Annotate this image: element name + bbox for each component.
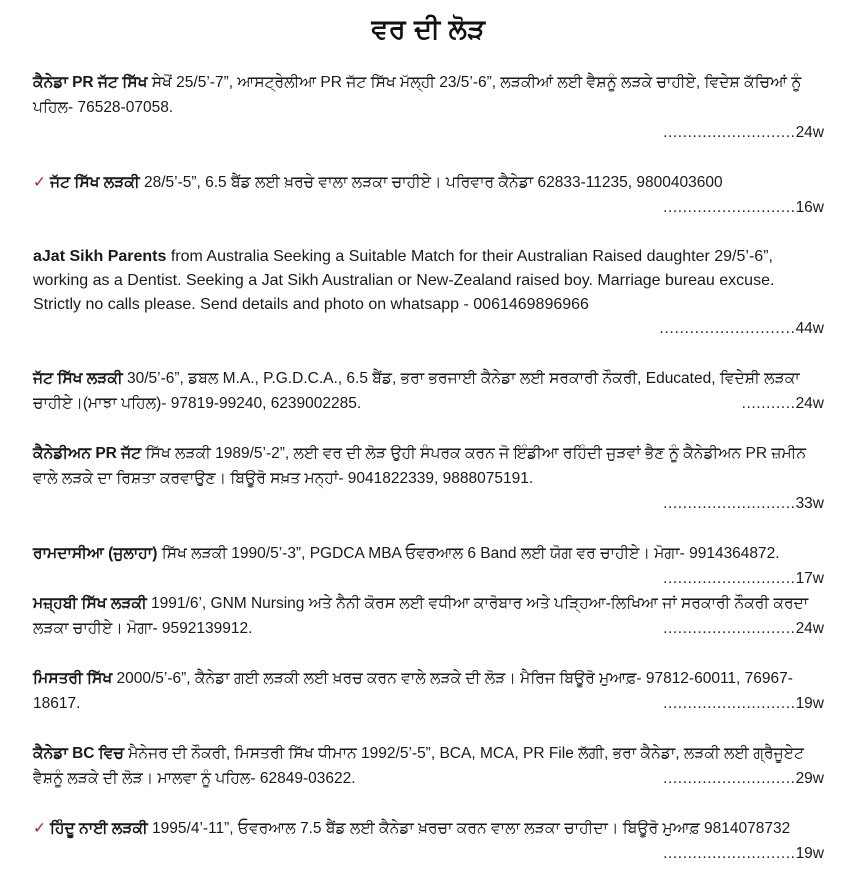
ad-item [33,741,824,791]
ad-dots: ........... [741,395,796,412]
ad-heading: ਰਾਮਦਾਸੀਆ (ਜੁਲਾਹਾ) [33,545,158,562]
ad-heading: ਮਿਸਤਰੀ ਸਿੱਖ [33,670,113,687]
ad-code-line [33,120,824,145]
ad-code-line [33,195,824,220]
ad-code-line [663,691,824,716]
ad-dots: ........................... [663,845,796,862]
checkmark-icon: ✓ [33,174,46,191]
ad-heading: ਜੱਟ ਸਿੱਖ ਲੜਕੀ [33,370,123,387]
ad-code: 44w [795,320,824,337]
ad-text: ਸਿੱਖ ਲੜਕੀ 1989/5’-2”, ਲਈ ਵਰ ਦੀ ਲੋੜ ਉਹੀ ਸੰਪਰਕ ਕਰਨ ਜੋ ਇੰਡੀਆ ਰਹਿੰਦੀ ਜੁੜਵਾਂ ਭੈਣ ਨੂੰ ਕੈਨੇਡੀਅਨ PR ਜ਼ਮੀਨ ਵਾਲੇ ਲੜਕੇ ਦਾ ਰਿਸ਼ਤਾ ਕਰਵਾਉਣ। ਬਿਊਰੋ ਸਖ਼ਤ ਮਨ੍ਹਾਂ- 9041822339, 9888075191. [33,445,807,487]
ad-heading: aJat Sikh Parents [33,248,167,265]
ad-text: from Australia Seeking a Suitable Match for their Australian Raised daughter 29/5’-6”, working as a Dentist. Seeking a Jat Sikh Australian or New-Zealand raised boy. Marriage bureau excuse. Strictly no calls please. Send details and photo on whatsapp - 0061469896966 [33,248,775,313]
ad-code: 19w [795,695,824,712]
ad-text: 30/5’-6”, ਡਬਲ M.A., P.G.D.C.A., 6.5 ਬੈਂਡ, ਭਰਾ ਭਰਜਾਈ ਕੈਨੇਡਾ ਲਈ ਸਰਕਾਰੀ ਨੌਕਰੀ, Educated, ਵਿਦੇਸ਼ੀ ਲੜਕਾ ਚਾਹੀਏ।(ਮਾਝਾ ਪਹਿਲ)- 97819-99240, 6239002285. [33,370,800,412]
ad-dots: ........................... [659,320,796,337]
checkmark-icon: ✓ [33,820,46,837]
ad-text: ਸੇਖੋਂ 25/5’-7”, ਆਸਟ੍ਰੇਲੀਆ PR ਜੱਟ ਸਿੱਖ ਮੱਲ੍ਹੀ 23/5’-6”, ਲੜਕੀਆਂ ਲਈ ਵੈਸ਼ਨੂੰ ਲੜਕੇ ਚਾਹੀਏ, ਵਿਦੇਸ਼ ਕੱਚਿਆਂ ਨੂੰ ਪਹਿਲ- 76528-07058. [33,74,802,116]
ad-heading: ਹਿੰਦੂ ਨਾਈ ਲੜਕੀ [50,820,148,837]
ad-code-line [663,841,824,866]
ad-heading: ਕੈਨੇਡੀਅਨ PR ਜੱਟ [33,445,142,462]
ad-item [33,541,824,587]
ad-item [33,666,824,716]
ad-text: ਮੈਨੇਜਰ ਦੀ ਨੌਕਰੀ, ਮਿਸਤਰੀ ਸਿੱਖ ਧੀਮਾਨ 1992/5’-5”, BCA, MCA, PR File ਲੱਗੀ, ਭਰਾ ਕੈਨੇਡਾ, ਲੜਕੀ ਲਈ ਗ੍ਰੈਜੂਏਟ ਵੈਸ਼ਨੂੰ ਲੜਕੇ ਦੀ ਲੋੜ। ਮਾਲਵਾ ਨੂੰ ਪਹਿਲ- 62849-03622. [33,745,804,787]
ad-dots: ........................... [663,124,796,141]
ad-item [33,70,824,145]
ad-item [33,441,824,516]
ad-code-line [663,616,824,641]
ad-code: 33w [795,495,824,512]
ad-dots: ........................... [663,570,796,587]
ad-dots: ........................... [663,695,796,712]
ad-dots: ........................... [663,620,796,637]
ad-heading: ਮਜ਼੍ਹਬੀ ਸਿੱਖ ਲੜਕੀ [33,595,147,612]
ad-code-line [33,491,824,516]
ad-code: 17w [795,570,824,587]
ad-heading: ਜੱਟ ਸਿੱਖ ਲੜਕੀ [50,174,140,191]
ad-heading: ਕੈਨੇਡਾ BC ਵਿਚ [33,745,124,762]
ad-code: 29w [795,770,824,787]
ad-dots: ........................... [663,770,796,787]
page-title: ਵਰ ਦੀ ਲੋੜ [371,14,486,44]
ad-code: 24w [795,620,824,637]
ad-text: 1991/6’, GNM Nursing ਅਤੇ ਨੈਨੀ ਕੋਰਸ ਲਈ ਵਧੀਆ ਕਾਰੋਬਾਰ ਅਤੇ ਪੜ੍ਹਿਆ-ਲਿਖਿਆ ਜਾਂ ਸਰਕਾਰੀ ਨੌਕਰੀ ਕਰਦਾ ਲੜਕਾ ਚਾਹੀਏ। ਮੋਗਾ- 9592139912. [33,595,809,637]
ad-code: 24w [795,395,824,412]
ad-heading: ਕੈਨੇਡਾ PR ਜੱਟ ਸਿੱਖ [33,74,148,91]
ad-code: 16w [795,199,824,216]
ad-item [33,366,824,416]
ad-dots: ........................... [663,199,796,216]
ad-item [33,816,824,862]
ad-code: 19w [795,845,824,862]
ad-code-line [33,317,824,341]
ad-text: 28/5’-5”, 6.5 ਬੈਂਡ ਲਈ ਖ਼ਰਚੇ ਵਾਲਾ ਲੜਕਾ ਚਾਹੀਏ। ਪਰਿਵਾਰ ਕੈਨੇਡਾ 62833-11235, 9800403600 [139,174,723,191]
ad-code-line [742,391,824,416]
ad-text: 1995/4’-11”, ਓਵਰਆਲ 7.5 ਬੈਂਡ ਲਈ ਕੈਨੇਡਾ ਖ਼ਰਚਾ ਕਰਨ ਵਾਲਾ ਲੜਕਾ ਚਾਹੀਦਾ। ਬਿਊਰੋ ਮੁਆਫ਼ 9814078732 [147,820,791,837]
ad-code-line [663,566,824,591]
ad-dots: ........................... [663,495,796,512]
ad-text: ਸਿੱਖ ਲੜਕੀ 1990/5’-3”, PGDCA MBA ਓਵਰਆਲ 6 Band ਲਈ ਯੋਗ ਵਰ ਚਾਹੀਏ। ਮੋਗਾ- 9914364872. [157,545,780,562]
ad-code: 24w [795,124,824,141]
ad-item [33,591,824,641]
ad-code-line [663,766,824,791]
ad-item [33,245,824,341]
ad-text: 2000/5’-6”, ਕੈਨੇਡਾ ਗਈ ਲੜਕੀ ਲਈ ਖ਼ਰਚ ਕਰਨ ਵਾਲੇ ਲੜਕੇ ਦੀ ਲੋੜ। ਮੈਰਿਜ ਬਿਊਰੋ ਮੁਆਫ਼- 97812-60011, 76967-18617. [33,670,793,712]
ad-item [33,170,824,220]
